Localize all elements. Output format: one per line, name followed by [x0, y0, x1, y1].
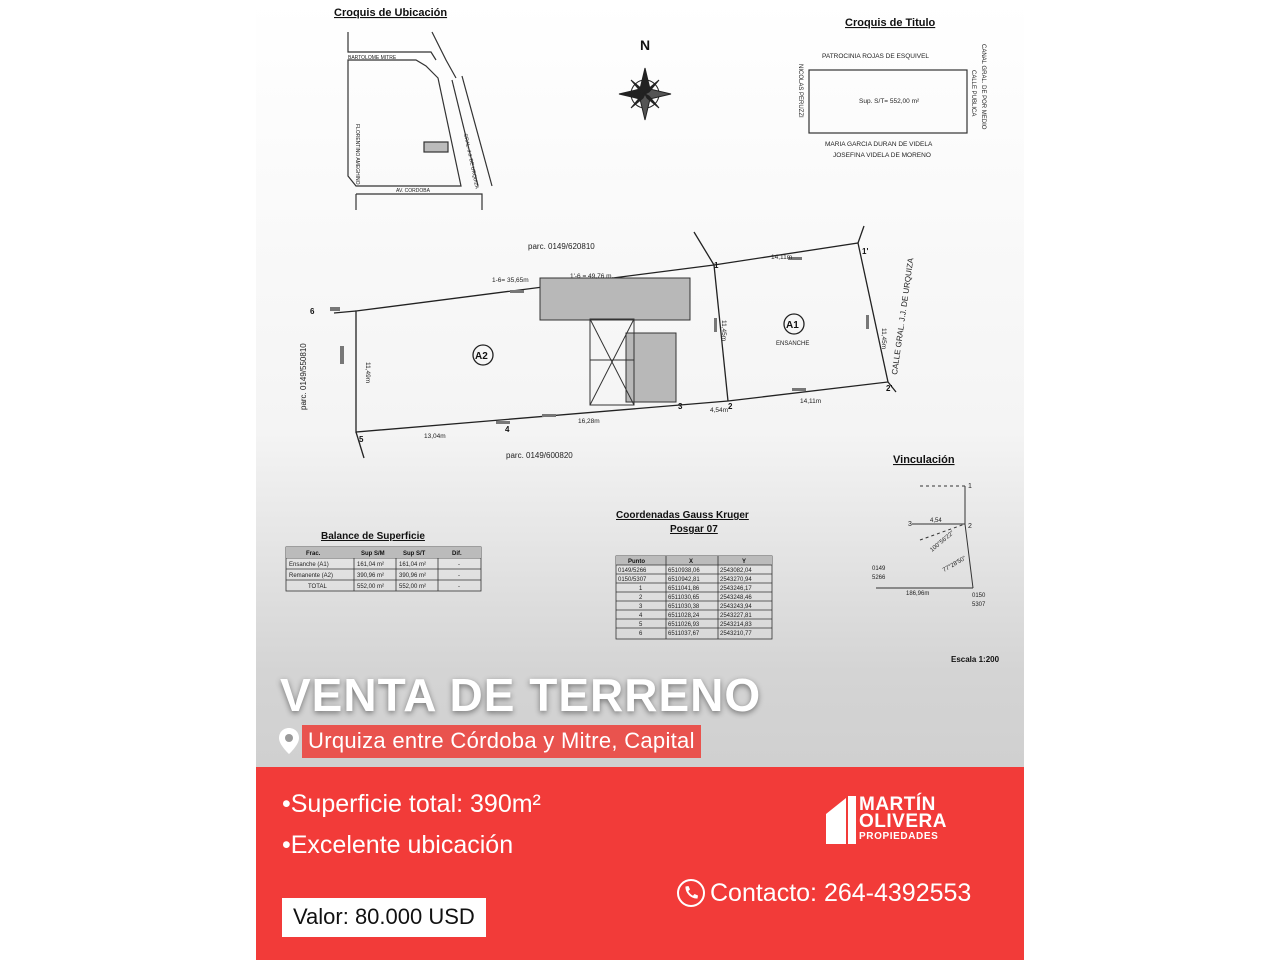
balance-cell: 390,96 m² [399, 573, 427, 579]
point-1: 1 [714, 261, 719, 270]
balance-cell: Remanente (A2) [289, 573, 334, 579]
coords-cell: 2543248,46 [720, 595, 752, 601]
coords-cell: 6511041,86 [668, 586, 700, 592]
street-cordoba: AV. CORDOBA [396, 188, 430, 194]
balance-cell: 161,04 m² [399, 562, 427, 568]
balance-h3: Dif. [452, 551, 462, 557]
parcel-south: parc. 0149/600820 [506, 451, 573, 460]
measure-south-a: 13,04m [424, 433, 446, 440]
point-2: 2 [728, 402, 733, 411]
vinc-left1: 0149 [872, 566, 886, 572]
balance-h1: Sup S/M [361, 551, 385, 557]
coords-cell: 4 [639, 613, 643, 619]
coords-cell: 6511028,24 [668, 613, 700, 619]
street-mitre: BARTOLOME MITRE [348, 55, 397, 61]
contact-text[interactable]: Contacto: 264-4392553 [710, 878, 972, 907]
vinc-a1: 100°56'22" [929, 530, 956, 554]
coords-cell: 6511030,65 [668, 595, 700, 601]
balance-cell: - [458, 584, 460, 590]
point-1p: 1' [862, 247, 869, 256]
phone-icon [676, 878, 706, 908]
measure-north-a: 1-6= 35,65m [492, 277, 529, 284]
balance-cell: TOTAL [308, 584, 327, 590]
location-text: Urquiza entre Córdoba y Mitre, Capital [302, 725, 701, 758]
coords-cell: 5 [639, 622, 643, 628]
compass-rose-icon [619, 68, 671, 120]
coords-cell: 6511026,93 [668, 622, 700, 628]
point-4: 4 [505, 425, 510, 434]
coords-cell: 2543243,94 [720, 604, 752, 610]
coords-cell: 6511037,67 [668, 631, 700, 637]
title-sketch-inner: Sup. S/T= 552,00 m² [859, 98, 920, 105]
vinc-left2: 5266 [872, 575, 886, 581]
balance-cell: 552,00 m² [357, 584, 385, 590]
balance-cell: 161,04 m² [357, 562, 385, 568]
balance-h2: Sup S/T [403, 551, 426, 557]
measure-a1-bottom: 14,11m [800, 398, 822, 405]
title-sketch-bottom1: MARIA GARCIA DURAN DE VIDELA [825, 141, 933, 148]
building-blocks [540, 278, 690, 405]
logo-line2: OLIVERA [859, 811, 947, 832]
point-5: 5 [359, 435, 364, 444]
headline: VENTA DE TERRENO [280, 669, 762, 721]
balance-cell: - [458, 573, 460, 579]
vinc-point-1: 1 [968, 483, 972, 490]
coords-rows [618, 568, 752, 637]
measure-south-c: 4,54m [710, 407, 729, 414]
location-sketch-title: Croquis de Ubicación [334, 7, 448, 19]
coords-cell: 2543082,04 [720, 568, 752, 574]
coords-cell: 2 [639, 595, 643, 601]
coords-title2: Posgar 07 [670, 524, 718, 535]
street-urquiza: CALLE GRAL. J.J. DE URQUIZA [890, 257, 916, 376]
measure-south-b: 16,28m [578, 418, 600, 425]
measure-a1-top: 14,11m [771, 254, 793, 261]
title-sketch-top: PATROCINIA ROJAS DE ESQUIVEL [822, 53, 930, 60]
street-urquiza-map: GRAL. J.J. DE URQUIZA [462, 133, 480, 190]
coords-h2: Y [742, 559, 747, 565]
survey-plan [256, 0, 1024, 665]
measure-west: 11,49m [364, 362, 371, 384]
coords-cell: 6510942,81 [668, 577, 700, 583]
balance-title: Balance de Superficie [321, 531, 425, 542]
balance-cell: 390,96 m² [357, 573, 385, 579]
vinc-point-2: 2 [968, 523, 972, 530]
measure-a1-left: 11,45m [720, 320, 727, 342]
parcel-west: parc. 0149/550810 [299, 343, 308, 410]
logo-line1: MARTÍN [859, 794, 936, 815]
vinc-right1: 0150 [972, 593, 986, 599]
feature-surface: •Superficie total: 390m² [282, 790, 541, 818]
balance-h0: Frac. [306, 551, 321, 557]
balance-cell: - [458, 562, 460, 568]
location-pin-icon [278, 727, 300, 755]
point-2p: 2' [886, 384, 893, 393]
vinc-point-3: 3 [908, 521, 912, 528]
coords-cell: 2543246,17 [720, 586, 752, 592]
coords-title1: Coordenadas Gauss Kruger [616, 510, 749, 521]
coords-cell: 6 [639, 631, 643, 637]
scale-label: Escala 1:200 [951, 655, 1000, 664]
brand-logo [822, 790, 962, 846]
measure-north-b: 1'-6 = 49,76 m. [570, 273, 614, 280]
balance-cell: Ensanche (A1) [289, 562, 329, 568]
zone-a2: A2 [475, 351, 488, 362]
coords-h0: Punto [628, 559, 645, 565]
coords-cell: 2543214,83 [720, 622, 752, 628]
title-sketch-title: Croquis de Titulo [845, 17, 936, 29]
north-label: N [640, 37, 651, 53]
coords-cell: 0149/5266 [618, 568, 647, 574]
vinc-d1: 4,54 [930, 518, 942, 524]
contact-row [676, 878, 971, 908]
lot-outline [334, 226, 896, 458]
coords-cell: 3 [639, 604, 643, 610]
measure-a1-right: 11,45m [880, 328, 887, 350]
title-sketch-bottom2: JOSEFINA VIDELA DE MORENO [833, 152, 931, 159]
coords-cell: 2543227,81 [720, 613, 752, 619]
coords-cell: 2543210,77 [720, 631, 752, 637]
title-sketch-left: NICOLAS PERUZZI [797, 64, 803, 118]
point-6: 6 [310, 307, 315, 316]
vinc-a2: 77°28'50" [942, 555, 968, 574]
coords-h1: X [689, 559, 694, 565]
vinc-d2: 186,96m [906, 591, 930, 597]
vinculacion-title: Vinculación [893, 454, 955, 466]
coords-cell: 6510938,06 [668, 568, 700, 574]
zone-a1: A1 [786, 320, 799, 331]
location-row [278, 724, 701, 758]
coords-cell: 2543270,94 [720, 577, 752, 583]
balance-cell: 552,00 m² [399, 584, 427, 590]
vinc-right2: 5307 [972, 602, 986, 608]
coords-cell: 1 [639, 586, 643, 592]
flyer [256, 0, 1024, 960]
vinculacion-diagram [876, 486, 973, 588]
title-sketch-right2: CANAL GRAL. DE POR MEDIO [980, 44, 986, 130]
zone-a1-label: ENSANCHE [776, 341, 810, 347]
parcel-north: parc. 0149/620810 [528, 242, 595, 251]
coords-cell: 6511030,38 [668, 604, 700, 610]
house-logo-icon [824, 794, 858, 844]
coords-cell: 0150/5307 [618, 577, 647, 583]
title-sketch-right1: CALLE PUBLICA [970, 70, 976, 117]
point-3: 3 [678, 402, 683, 411]
logo-line3: PROPIEDADES [859, 831, 939, 842]
feature-location: •Excelente ubicación [282, 831, 514, 859]
price-box: Valor: 80.000 USD [282, 898, 486, 937]
street-ameghino: FLORENTINO AMEGHINO [354, 124, 360, 185]
